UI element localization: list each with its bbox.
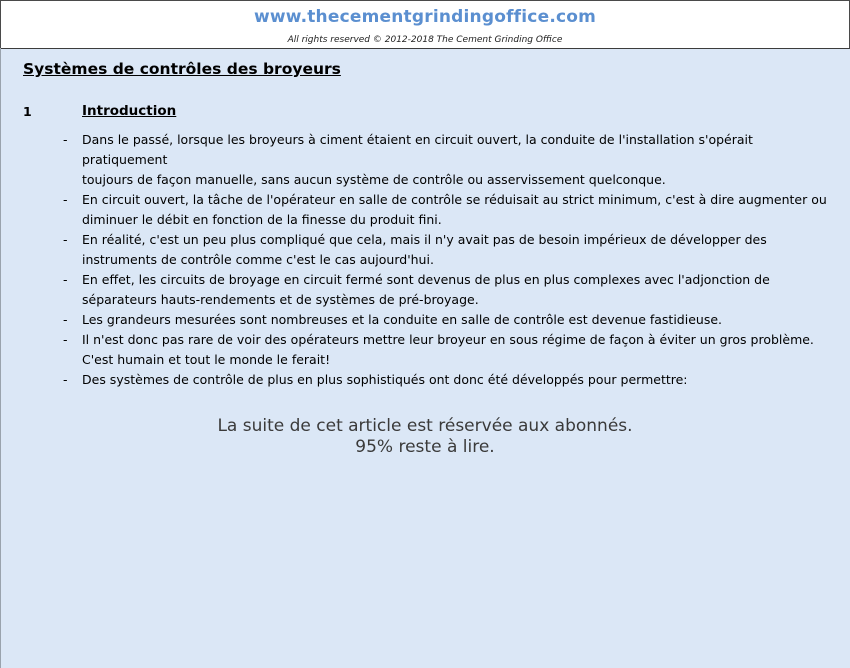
- bullet-marker: -: [63, 372, 68, 387]
- list-item: [0, 310, 832, 330]
- bullet-text: Dans le passé, lorsque les broyeurs à ciment étaient en circuit ouvert, la conduite de l'installation s'opérait pratiquement toujours de façon manuelle, sans aucun système de contrôle ou asservissement quelconque.: [82, 132, 753, 187]
- bullet-text: En réalité, c'est un peu plus compliqué que cela, mais il n'y avait pas de besoin impérieux de développer des instruments de contrôle comme c'est le cas aujourd'hui.: [82, 232, 767, 267]
- site-url: www.thecementgrindingoffice.com: [253, 7, 597, 27]
- section-number: 1: [23, 104, 32, 119]
- bullet-marker: -: [63, 272, 68, 287]
- bullet-list: [0, 130, 850, 390]
- list-item: [0, 370, 832, 390]
- bullet-marker: -: [63, 232, 68, 247]
- list-item: [0, 130, 832, 190]
- bullet-text: En effet, les circuits de broyage en circuit fermé sont devenus de plus en plus complexes avec l'adjonction de séparateurs hauts-rendements et de systèmes de pré-broyage.: [82, 272, 770, 307]
- paywall-notice: [0, 416, 850, 458]
- bullet-marker: -: [63, 332, 68, 347]
- bullet-text: Des systèmes de contrôle de plus en plus sophistiqués ont donc été développés pour permettre:: [82, 372, 688, 387]
- section-title: Introduction: [82, 103, 177, 119]
- paywall-line-remaining: 95% reste à lire.: [355, 437, 495, 457]
- list-item: [0, 330, 832, 370]
- paywall-line-subscribers: La suite de cet article est réservée aux abonnés.: [217, 416, 633, 436]
- list-item: [0, 230, 832, 270]
- document-title: Systèmes de contrôles des broyeurs: [23, 60, 341, 78]
- list-item: [0, 270, 832, 310]
- bullet-marker: -: [63, 132, 68, 147]
- page-header: [0, 0, 850, 49]
- bullet-marker: -: [63, 312, 68, 327]
- bullet-text: En circuit ouvert, la tâche de l'opérateur en salle de contrôle se réduisait au strict minimum, c'est à dire augmenter ou diminuer le débit en fonction de la finesse du produit fini.: [82, 192, 827, 227]
- bullet-text: Les grandeurs mesurées sont nombreuses et la conduite en salle de contrôle est devenue fastidieuse.: [82, 312, 722, 327]
- list-item: [0, 190, 832, 230]
- copyright-notice: All rights reserved © 2012-2018 The Cement Grinding Office: [287, 35, 563, 45]
- bullet-text: Il n'est donc pas rare de voir des opérateurs mettre leur broyeur en sous régime de façon à éviter un gros problème. C'est humain et tout le monde le ferait!: [82, 332, 814, 367]
- bullet-marker: -: [63, 192, 68, 207]
